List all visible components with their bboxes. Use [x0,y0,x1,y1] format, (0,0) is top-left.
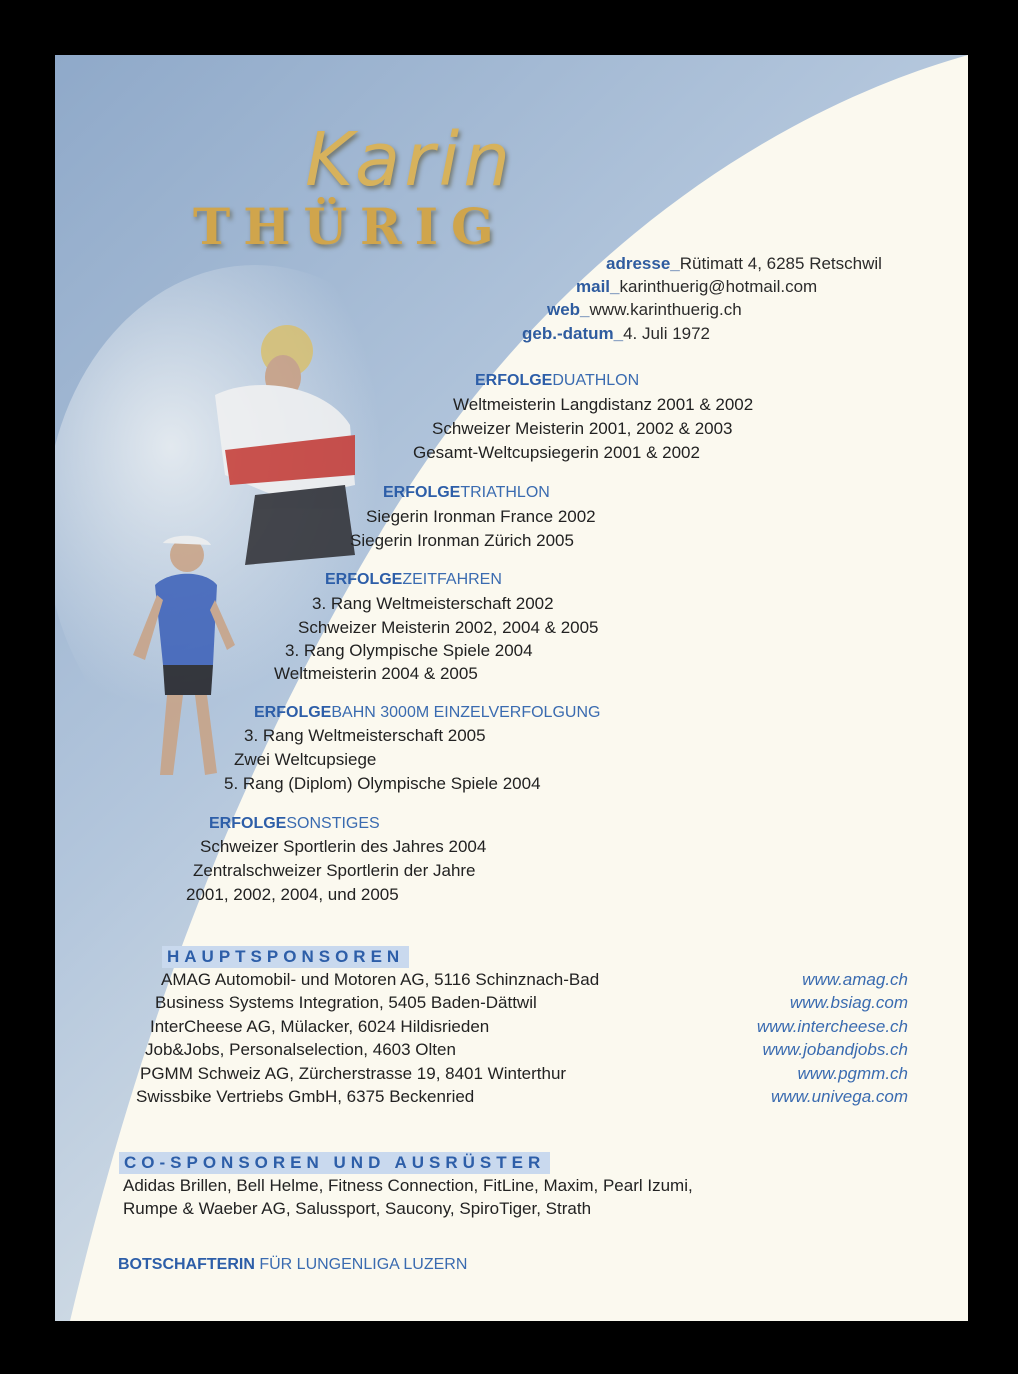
sponsor-name: AMAG Automobil- und Motoren AG, 5116 Schinznach-Bad [161,970,600,989]
co-sponsors-line: Adidas Brillen, Bell Helme, Fitness Connection, FitLine, Maxim, Pearl Izumi, [123,1176,693,1195]
sponsor-name: Job&Jobs, Personalselection, 4603 Olten [145,1040,456,1059]
duathlon-item: Gesamt-Weltcupsiegerin 2001 & 2002 [413,443,700,462]
section-prefix: ERFOLGE [254,704,332,721]
contact-value: www.karinthuerig.ch [589,300,742,319]
section-duathlon-heading [475,372,639,390]
ambassador-bold: BOTSCHAFTERIN [118,1256,255,1273]
contact-value: 4. Juli 1972 [623,324,711,343]
section-sonstiges-heading [209,815,380,833]
bahn-item: 5. Rang (Diplom) Olympische Spiele 2004 [224,774,541,793]
section-prefix: ERFOLGE [383,484,461,501]
bahn-item: 3. Rang Weltmeisterschaft 2005 [244,726,486,745]
contact-web [547,300,742,320]
autograph-card [55,55,968,1321]
ambassador-text: FÜR LUNGENLIGA LUZERN [254,1256,468,1273]
contact-label: adresse_ [606,254,680,273]
section-prefix: ERFOLGE [475,372,553,389]
contact-label: geb.-datum_ [522,324,624,343]
sponsor-url[interactable]: www.intercheese.ch [756,1017,908,1036]
ambassador-line [118,1256,467,1274]
sponsor-url[interactable]: www.univega.com [770,1087,908,1106]
first-name-title: Karin [305,117,515,203]
sponsor-url[interactable]: www.jobandjobs.ch [762,1040,908,1059]
zeitfahren-item: 3. Rang Weltmeisterschaft 2002 [312,594,554,613]
sponsor-url[interactable]: www.pgmm.ch [797,1064,908,1083]
contact-label: web_ [547,300,590,319]
section-bahn-heading [254,704,600,722]
sonstiges-item: Schweizer Sportlerin des Jahres 2004 [200,837,487,856]
contact-label: mail_ [576,277,620,296]
zeitfahren-item: Weltmeisterin 2004 & 2005 [274,664,478,683]
main-sponsors-heading: HAUPTSPONSOREN [162,946,409,968]
duathlon-item: Schweizer Meisterin 2001, 2002 & 2003 [432,419,733,438]
section-prefix: ERFOLGE [325,571,403,588]
zeitfahren-item: Schweizer Meisterin 2002, 2004 & 2005 [298,618,599,637]
bahn-item: Zwei Weltcupsiege [234,750,377,769]
co-sponsors-heading: CO-SPONSOREN UND AUSRÜSTER [119,1152,550,1174]
contact-value: Rütimatt 4, 6285 Retschwil [679,254,882,273]
section-title: DUATHLON [552,372,640,389]
section-title: BAHN 3000M EINZELVERFOLGUNG [331,704,601,721]
sponsor-name: PGMM Schweiz AG, Zürcherstrasse 19, 8401 Winterthur [140,1064,567,1083]
section-prefix: ERFOLGE [209,815,287,832]
zeitfahren-item: 3. Rang Olympische Spiele 2004 [285,641,533,660]
last-name-title: THÜRIG [193,197,507,256]
triathlon-item: Siegerin Ironman France 2002 [366,507,596,526]
sponsor-url[interactable]: www.bsiag.com [789,993,908,1012]
triathlon-item: Siegerin Ironman Zürich 2005 [350,531,574,550]
section-title: ZEITFAHREN [402,571,502,588]
sponsor-name: Business Systems Integration, 5405 Baden-Dättwil [155,993,537,1012]
co-sponsors-line: Rumpe & Waeber AG, Salussport, Saucony, SpiroTiger, Strath [123,1199,592,1218]
section-triathlon-heading [383,484,550,502]
sponsor-name: InterCheese AG, Mülacker, 6024 Hildisrieden [150,1017,490,1036]
background-swoosh [55,55,968,1321]
sonstiges-item: 2001, 2002, 2004, und 2005 [186,885,399,904]
contact-value: karinthuerig@hotmail.com [619,277,818,296]
sponsor-url[interactable]: www.amag.ch [802,970,908,989]
section-zeitfahren-heading [325,571,502,589]
duathlon-item: Weltmeisterin Langdistanz 2001 & 2002 [453,395,754,414]
section-title: TRIATHLON [460,484,550,501]
sonstiges-item: Zentralschweizer Sportlerin der Jahre [193,861,476,880]
contact-birthdate [522,324,710,344]
sponsor-name: Swissbike Vertriebs GmbH, 6375 Beckenried [136,1087,475,1106]
contact-mail [576,277,817,297]
contact-address [606,254,882,274]
section-title: SONSTIGES [286,815,380,832]
